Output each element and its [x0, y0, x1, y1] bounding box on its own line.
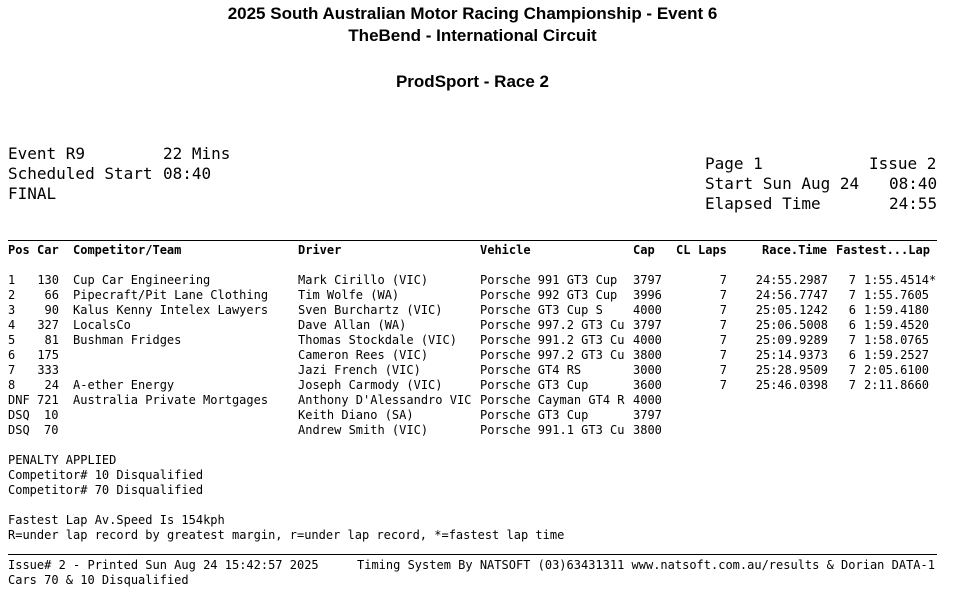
car-cell: 721: [37, 393, 59, 407]
cap-cell: 4000: [633, 393, 662, 407]
fastest-lap-time: 1:59.4520: [864, 318, 930, 332]
laps-cell: 7: [719, 273, 727, 287]
penalty-note: Competitor# 70 Disqualified: [8, 483, 204, 497]
table-row: [0, 363, 970, 378]
laps-cell: 7: [719, 318, 727, 332]
pos-cell: 7: [8, 363, 16, 377]
legend-note: R=under lap record by greatest margin, r=under lap record, *=fastest lap time: [8, 528, 565, 542]
fastest-speed-note: Fastest Lap Av.Speed Is 154kph: [8, 513, 225, 527]
table-row: [0, 378, 970, 393]
table-row: [0, 288, 970, 303]
col-cl: CL: [676, 243, 691, 257]
car-cell: 333: [37, 363, 59, 377]
col-laps: Laps: [698, 243, 727, 257]
laps-cell: 7: [719, 303, 727, 317]
col-cap: Cap: [633, 243, 655, 257]
footer-note: Cars 70 & 10 Disqualified: [8, 573, 189, 587]
footer-timing: Timing System By NATSOFT (03)63431311 www.natsoft.com.au/results & Dorian DATA-1: [357, 558, 935, 572]
table-row: [0, 348, 970, 363]
laps-cell: 7: [719, 348, 727, 362]
vehicle-cell: Porsche 991.1 GT3 Cu: [480, 423, 625, 437]
vehicle-cell: Porsche 991 GT3 Cup: [480, 273, 618, 287]
penalty-title: PENALTY APPLIED: [8, 453, 117, 467]
cap-cell: 3797: [633, 318, 662, 332]
fastest-lap-time: 2:05.6100: [864, 363, 930, 377]
fastest-lap-number: 7: [848, 288, 856, 302]
pos-cell: DNF: [8, 393, 30, 407]
header-divider: [8, 240, 937, 241]
race-title: ProdSport - Race 2: [395, 72, 550, 91]
car-cell: 24: [44, 378, 59, 392]
car-cell: 327: [37, 318, 59, 332]
fastest-lap-time: 1:59.2527: [864, 348, 930, 362]
table-row: [0, 303, 970, 318]
vehicle-cell: Porsche 997.2 GT3 Cu: [480, 348, 625, 362]
pos-cell: 6: [8, 348, 16, 362]
scheduled-time: 08:40: [163, 164, 212, 183]
race-time-cell: 25:14.9373: [755, 348, 828, 362]
fastest-lap-number: 6: [848, 318, 856, 332]
elapsed-value: 24:55: [889, 194, 938, 213]
vehicle-cell: Porsche Cayman GT4 R: [480, 393, 625, 407]
team-cell: Kalus Kenny Intelex Lawyers: [73, 303, 269, 317]
car-cell: 81: [44, 333, 59, 347]
fastest-lap-time: 1:55.7605: [864, 288, 930, 302]
table-row: [0, 408, 970, 423]
footer-issue: Issue# 2 - Printed Sun Aug 24 15:42:57 2025: [8, 558, 319, 572]
fastest-lap-time: 1:59.4180: [864, 303, 930, 317]
race-time-cell: 24:55.2987: [755, 273, 828, 287]
cap-cell: 3000: [633, 363, 662, 377]
circuit-title: TheBend - International Circuit: [348, 26, 597, 45]
cap-cell: 3800: [633, 348, 662, 362]
driver-cell: Dave Allan (WA): [298, 318, 407, 332]
table-row: [0, 273, 970, 288]
fastest-lap-time: 1:55.4514*: [864, 273, 937, 287]
pos-cell: 4: [8, 318, 16, 332]
fastest-lap-number: 7: [848, 333, 856, 347]
driver-cell: Keith Diano (SA): [298, 408, 414, 422]
car-cell: 130: [37, 273, 59, 287]
col-team: Competitor/Team: [73, 243, 182, 257]
elapsed-label: Elapsed Time: [705, 194, 821, 213]
driver-cell: Sven Burchartz (VIC): [298, 303, 443, 317]
cap-cell: 4000: [633, 303, 662, 317]
driver-cell: Anthony D'Alessandro VIC: [298, 393, 472, 407]
start-label: Start Sun Aug 24: [705, 174, 860, 193]
car-cell: 70: [44, 423, 59, 437]
result-status: FINAL: [8, 184, 57, 203]
laps-cell: 7: [719, 378, 727, 392]
col-vehicle: Vehicle: [480, 243, 531, 257]
race-time-cell: 25:46.0398: [755, 378, 828, 392]
laps-cell: 7: [719, 363, 727, 377]
vehicle-cell: Porsche GT3 Cup: [480, 378, 589, 392]
pos-cell: 3: [8, 303, 16, 317]
page-label: Page 1: [705, 154, 763, 173]
start-time: 08:40: [889, 174, 938, 193]
pos-cell: 8: [8, 378, 16, 392]
vehicle-cell: Porsche GT3 Cup S: [480, 303, 603, 317]
fastest-lap-number: 7: [848, 363, 856, 377]
cap-cell: 3800: [633, 423, 662, 437]
driver-cell: Cameron Rees (VIC): [298, 348, 429, 362]
fastest-lap-time: 2:11.8660: [864, 378, 930, 392]
team-cell: Australia Private Mortgages: [73, 393, 269, 407]
pos-cell: 2: [8, 288, 16, 302]
team-cell: LocalsCo: [73, 318, 131, 332]
laps-cell: 7: [719, 288, 727, 302]
pos-cell: DSQ: [8, 408, 30, 422]
race-time-cell: 25:28.9509: [755, 363, 828, 377]
driver-cell: Mark Cirillo (VIC): [298, 273, 429, 287]
car-cell: 175: [37, 348, 59, 362]
car-cell: 10: [44, 408, 59, 422]
col-pos: Pos: [8, 243, 30, 257]
table-row: [0, 333, 970, 348]
driver-cell: Joseph Carmody (VIC): [298, 378, 443, 392]
table-row: [0, 318, 970, 333]
vehicle-cell: Porsche 991.2 GT3 Cu: [480, 333, 625, 347]
race-time-cell: 25:06.5008: [755, 318, 828, 332]
vehicle-cell: Porsche GT3 Cup: [480, 408, 589, 422]
pos-cell: DSQ: [8, 423, 30, 437]
fastest-lap-number: 6: [848, 348, 856, 362]
table-row: [0, 423, 970, 438]
race-time-cell: 24:56.7747: [755, 288, 828, 302]
fastest-lap-number: 7: [848, 378, 856, 392]
issue-label: Issue 2: [869, 154, 937, 173]
cap-cell: 3996: [633, 288, 662, 302]
championship-title: 2025 South Australian Motor Racing Championship - Event 6: [227, 4, 718, 23]
cap-cell: 3600: [633, 378, 662, 392]
team-cell: Cup Car Engineering: [73, 273, 211, 287]
vehicle-cell: Porsche GT4 RS: [480, 363, 582, 377]
driver-cell: Jazi French (VIC): [298, 363, 421, 377]
race-time-cell: 25:05.1242: [755, 303, 828, 317]
scheduled-label: Scheduled Start: [8, 164, 153, 183]
car-cell: 90: [44, 303, 59, 317]
col-fastest-lap: Fastest...Lap: [836, 243, 930, 257]
event-duration: 22 Mins: [163, 144, 231, 163]
cap-cell: 4000: [633, 333, 662, 347]
pos-cell: 1: [8, 273, 16, 287]
laps-cell: 7: [719, 333, 727, 347]
driver-cell: Tim Wolfe (WA): [298, 288, 400, 302]
team-cell: Bushman Fridges: [73, 333, 182, 347]
cap-cell: 3797: [633, 273, 662, 287]
fastest-lap-number: 6: [848, 303, 856, 317]
pos-cell: 5: [8, 333, 16, 347]
footer-divider: [8, 554, 937, 555]
race-time-cell: 25:09.9289: [755, 333, 828, 347]
team-cell: Pipecraft/Pit Lane Clothing: [73, 288, 269, 302]
car-cell: 66: [44, 288, 59, 302]
col-race-time: Race.Time: [762, 243, 828, 257]
driver-cell: Andrew Smith (VIC): [298, 423, 429, 437]
col-car: Car: [37, 243, 59, 257]
fastest-lap-time: 1:58.0765: [864, 333, 930, 347]
fastest-lap-number: 7: [848, 273, 856, 287]
vehicle-cell: Porsche 992 GT3 Cup: [480, 288, 618, 302]
event-label: Event R9: [8, 144, 86, 163]
driver-cell: Thomas Stockdale (VIC): [298, 333, 457, 347]
col-driver: Driver: [298, 243, 342, 257]
cap-cell: 3797: [633, 408, 662, 422]
table-row: [0, 393, 970, 408]
vehicle-cell: Porsche 997.2 GT3 Cu: [480, 318, 625, 332]
team-cell: A-ether Energy: [73, 378, 175, 392]
penalty-note: Competitor# 10 Disqualified: [8, 468, 204, 482]
